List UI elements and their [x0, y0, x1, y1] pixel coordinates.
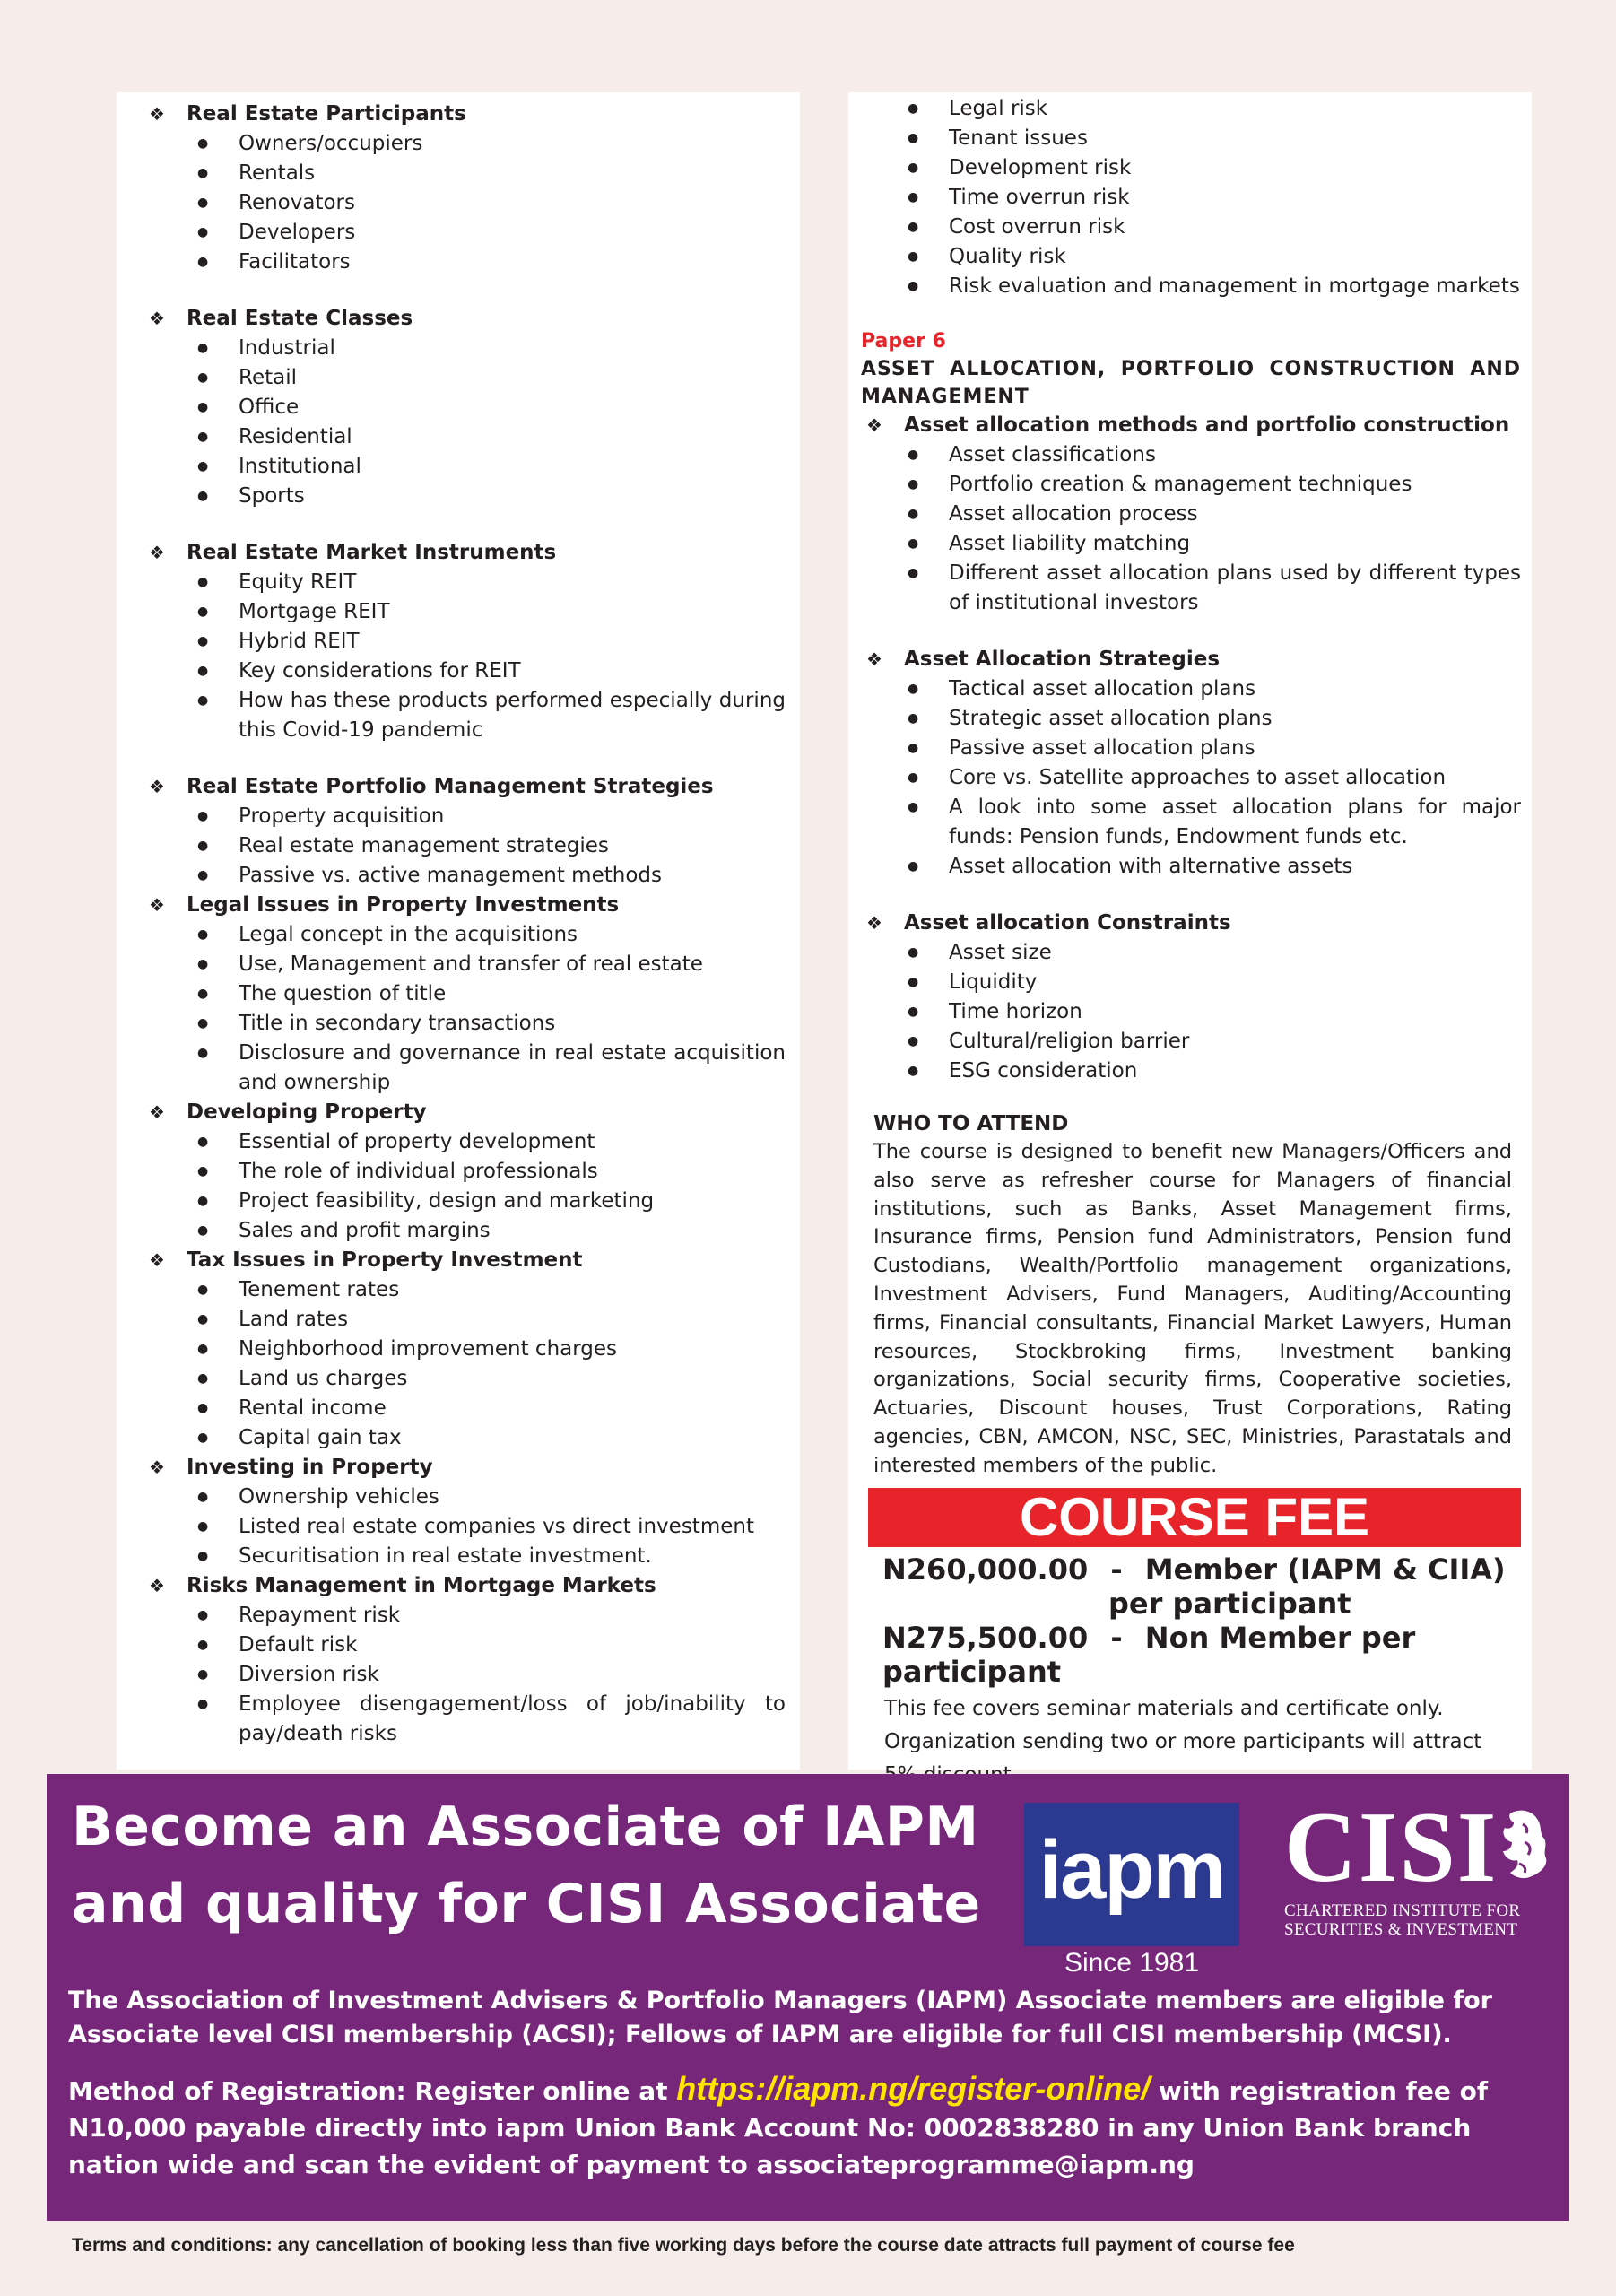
list-item: ● Project feasibility, design and marketing — [197, 1187, 786, 1216]
list-item: ● Tactical asset allocation plans — [908, 674, 1521, 704]
section-heading-text: Tax Issues in Property Investment — [187, 1248, 583, 1272]
list-item: ● Asset allocation with alternative assets — [908, 852, 1521, 882]
diamond-bullet-icon: ❖ — [149, 542, 165, 563]
section-heading — [133, 100, 786, 129]
list-item: ● Title in secondary transactions — [197, 1009, 786, 1039]
list-item: ● Residential — [197, 422, 786, 452]
list-item: ● Retail — [197, 363, 786, 393]
section-items — [197, 802, 786, 891]
list-item: ● Diversion risk — [197, 1660, 786, 1690]
iapm-since: Since 1981 — [1064, 1948, 1200, 1978]
section-items — [908, 674, 1521, 882]
section — [133, 538, 786, 745]
section-heading-text: Developing Property — [187, 1100, 427, 1124]
section — [133, 1098, 786, 1246]
list-item: ● Institutional — [197, 452, 786, 482]
terms-and-conditions: Terms and conditions: any cancellation of booking less than five working days before the course date attracts full payment of course fee — [72, 2235, 1295, 2256]
list-item: ● ESG consideration — [908, 1057, 1521, 1086]
list-item: ● Portfolio creation & management techniques — [908, 470, 1521, 500]
nonmember-price: N275,500.00 — [882, 1620, 1089, 1655]
list-item: ● Cultural/religion barrier — [908, 1027, 1521, 1057]
section — [861, 645, 1521, 882]
cisi-logo — [1284, 1794, 1553, 1955]
section-heading — [133, 1246, 786, 1275]
section-heading — [133, 891, 786, 920]
list-item: ● Neighborhood improvement charges — [197, 1335, 786, 1364]
list-item: ● Sales and profit margins — [197, 1216, 786, 1246]
section-items — [197, 1127, 786, 1246]
list-item: ● Repayment risk — [197, 1601, 786, 1631]
list-item: ● Key considerations for REIT — [197, 657, 786, 686]
member-price: N260,000.00 — [882, 1552, 1089, 1587]
list-item: ● Passive vs. active management methods — [197, 861, 786, 891]
list-item: ● Hybrid REIT — [197, 627, 786, 657]
list-item: ● Asset allocation process — [908, 500, 1521, 529]
list-item: ● Quality risk — [908, 242, 1521, 272]
list-item: ● The role of individual professionals — [197, 1157, 786, 1187]
associate-title — [72, 1788, 981, 1943]
list-item: ● Time horizon — [908, 997, 1521, 1027]
registration-prefix: Method of Registration: Register online at — [68, 2076, 668, 2106]
associate-paragraph: The Association of Investment Advisers & Portfolio Managers (IAPM) Associate members are eligible for Associate level CISI membership (ACSI); Fellows of IAPM are eligible for full CISI membership (MCSI). — [68, 1987, 1492, 2048]
list-item: ● Developers — [197, 218, 786, 248]
section-items — [197, 568, 786, 745]
list-item: ● How has these products performed especially during this Covid-19 pandemic — [197, 686, 786, 745]
associate-title-line-1: Become an Associate of IAPM — [72, 1796, 979, 1858]
list-item: ● Employee disengagement/loss of job/inability to pay/death risks — [197, 1690, 786, 1749]
list-item: ● Office — [197, 393, 786, 422]
list-item: ● Core vs. Satellite approaches to asset allocation — [908, 763, 1521, 793]
cisi-subtitle-2: SECURITIES & INVESTMENT — [1284, 1920, 1518, 1939]
section-heading — [861, 909, 1521, 938]
section — [133, 1453, 786, 1571]
list-item: ● Time overrun risk — [908, 183, 1521, 213]
fee-dash: - — [1110, 1552, 1123, 1587]
lion-crest-icon — [1492, 1806, 1551, 1882]
section — [133, 1246, 786, 1453]
list-item: ● Facilitators — [197, 248, 786, 277]
list-item: ● Disclosure and governance in real estate acquisition and ownership — [197, 1039, 786, 1098]
list-item: ● Default risk — [197, 1631, 786, 1660]
cisi-subtitle-1: CHARTERED INSTITUTE FOR — [1284, 1901, 1521, 1920]
list-item: ● Different asset allocation plans used by different types of institutional investors — [908, 559, 1521, 618]
registration-link[interactable]: https://iapm.ng/register-online/ — [676, 2070, 1151, 2107]
section-heading — [133, 1453, 786, 1483]
section-heading — [133, 772, 786, 802]
section-items — [197, 334, 786, 511]
section-heading-text: Asset allocation methods and portfolio construction — [904, 413, 1510, 437]
section-heading — [861, 645, 1521, 674]
list-item: ● The question of title — [197, 979, 786, 1009]
associate-title-line-2: and quality for CISI Associate — [72, 1873, 981, 1935]
section-items — [197, 1601, 786, 1749]
section-heading — [133, 1098, 786, 1127]
iapm-logo: iapm — [1024, 1803, 1239, 1946]
section-heading-text: Asset allocation Constraints — [904, 911, 1231, 935]
list-item: ● Legal risk — [908, 94, 1521, 124]
fee-note-2: Organization sending two or more participants will attract — [884, 1729, 1482, 1753]
left-content-panel — [117, 92, 800, 1770]
list-item: ● Land rates — [197, 1305, 786, 1335]
section-heading-text: Risks Management in Mortgage Markets — [187, 1574, 656, 1597]
diamond-bullet-icon: ❖ — [149, 776, 165, 797]
list-item: ● Industrial — [197, 334, 786, 363]
section-items — [908, 440, 1521, 618]
right-sections — [861, 411, 1521, 1086]
section — [861, 909, 1521, 1086]
section-heading — [133, 1571, 786, 1601]
cisi-wordmark: CISI — [1284, 1792, 1499, 1903]
section — [133, 772, 786, 891]
diamond-bullet-icon: ❖ — [149, 1101, 165, 1123]
section-items — [197, 1483, 786, 1571]
list-item: ● Renovators — [197, 188, 786, 218]
list-item: ● Tenement rates — [197, 1275, 786, 1305]
section — [861, 411, 1521, 618]
section — [133, 891, 786, 1098]
list-item: ● Equity REIT — [197, 568, 786, 597]
list-item: ● Rental income — [197, 1394, 786, 1423]
diamond-bullet-icon: ❖ — [866, 414, 882, 436]
section-heading-text: Real Estate Participants — [187, 102, 466, 126]
section-heading — [133, 538, 786, 568]
section-heading — [861, 411, 1521, 440]
list-item: ● Real estate management strategies — [197, 831, 786, 861]
list-item: ● Liquidity — [908, 968, 1521, 997]
list-item: ● Risk evaluation and management in mortgage markets — [908, 272, 1521, 301]
list-item: ● Passive asset allocation plans — [908, 734, 1521, 763]
associate-promo-box — [47, 1774, 1569, 2221]
diamond-bullet-icon: ❖ — [866, 648, 882, 670]
section-items — [197, 920, 786, 1098]
section — [133, 304, 786, 511]
section-heading-text: Real Estate Classes — [187, 307, 413, 330]
diamond-bullet-icon: ❖ — [149, 1249, 165, 1271]
right-content-panel — [848, 92, 1532, 1770]
list-item: ● Property acquisition — [197, 802, 786, 831]
section-heading-text: Real Estate Market Instruments — [187, 541, 557, 564]
registration-suffix: with registration fee of N10,000 payable directly into iapm Union Bank Account No: 0002838280 in any Union Bank branch nation wide and scan the evident of payment to associateprogramme@iapm.ng — [68, 2076, 1488, 2179]
fee-dash-2: - — [1110, 1620, 1123, 1655]
section — [133, 1571, 786, 1749]
diamond-bullet-icon: ❖ — [149, 894, 165, 916]
member-fee-line — [882, 1552, 1521, 1621]
list-item: ● Ownership vehicles — [197, 1483, 786, 1512]
paper-title: ASSET ALLOCATION, PORTFOLIO CONSTRUCTION AND MANAGEMENT — [861, 358, 1521, 408]
list-item: ● Sports — [197, 482, 786, 511]
risk-list-continued — [908, 94, 1521, 301]
list-item: ● Rentals — [197, 159, 786, 188]
list-item: ● Listed real estate companies vs direct investment — [197, 1512, 786, 1542]
list-item: ● Strategic asset allocation plans — [908, 704, 1521, 734]
list-item: ● Legal concept in the acquisitions — [197, 920, 786, 950]
who-to-attend-body: The course is designed to benefit new Managers/Officers and also serve as refresher course for Managers of financial institutions, such as Banks, Asset Management firms, Insurance firms, Pension fund Administrators, Pension fund Custodians, Wealth/Portfolio management organizations, Investment Advisers, Fund Managers, Auditing/Accounting firms, Financial consultants, Financial Market Lawyers, Human resources, Stockbroking firms, Investment banking organizations, Social security firms, Cooperative societies, Actuaries, Discount houses, Trust Corporations, Rating agencies, CBN, AMCON, NSC, SEC, Ministries, Parastatals and interested members of the public. — [873, 1140, 1512, 1477]
list-item: ● Development risk — [908, 153, 1521, 183]
section-items — [197, 129, 786, 277]
section-heading — [133, 304, 786, 334]
section-items — [908, 938, 1521, 1086]
list-item: ● Owners/occupiers — [197, 129, 786, 159]
section-items — [197, 1275, 786, 1453]
diamond-bullet-icon: ❖ — [149, 1457, 165, 1478]
diamond-bullet-icon: ❖ — [149, 1575, 165, 1596]
diamond-bullet-icon: ❖ — [149, 103, 165, 125]
list-item: ● Mortgage REIT — [197, 597, 786, 627]
diamond-bullet-icon: ❖ — [866, 912, 882, 934]
list-item: ● Tenant issues — [908, 124, 1521, 153]
section-heading-text: Investing in Property — [187, 1456, 433, 1479]
member-label: Member (IAPM & CIIA) — [1144, 1552, 1506, 1587]
member-label-2: per participant — [1108, 1586, 1351, 1621]
list-item: ● Securitisation in real estate investment. — [197, 1542, 786, 1571]
list-item: ● Cost overrun risk — [908, 213, 1521, 242]
list-item: ● Capital gain tax — [197, 1423, 786, 1453]
nonmember-label: Non Member per participant — [882, 1620, 1416, 1689]
diamond-bullet-icon: ❖ — [149, 308, 165, 329]
list-item: ● Asset size — [908, 938, 1521, 968]
section-heading-text: Real Estate Portfolio Management Strategies — [187, 775, 714, 798]
list-item: ● Essential of property development — [197, 1127, 786, 1157]
fee-note-1: This fee covers seminar materials and certificate only. — [884, 1696, 1444, 1720]
registration-method — [68, 2070, 1548, 2183]
list-item: ● Asset classifications — [908, 440, 1521, 470]
section-heading-text: Asset Allocation Strategies — [904, 648, 1221, 671]
section-heading-text: Legal Issues in Property Investments — [187, 893, 620, 917]
course-fee-banner: COURSE FEE — [868, 1488, 1521, 1547]
section — [133, 100, 786, 277]
list-item: ● Asset liability matching — [908, 529, 1521, 559]
list-item: ● Land us charges — [197, 1364, 786, 1394]
paper-label: Paper 6 — [861, 330, 946, 352]
who-to-attend-heading: WHO TO ATTEND — [873, 1112, 1069, 1135]
list-item: ● Use, Management and transfer of real estate — [197, 950, 786, 979]
nonmember-fee-line — [882, 1621, 1521, 1689]
list-item: ● A look into some asset allocation plans for major funds: Pension funds, Endowment funds etc. — [908, 793, 1521, 852]
